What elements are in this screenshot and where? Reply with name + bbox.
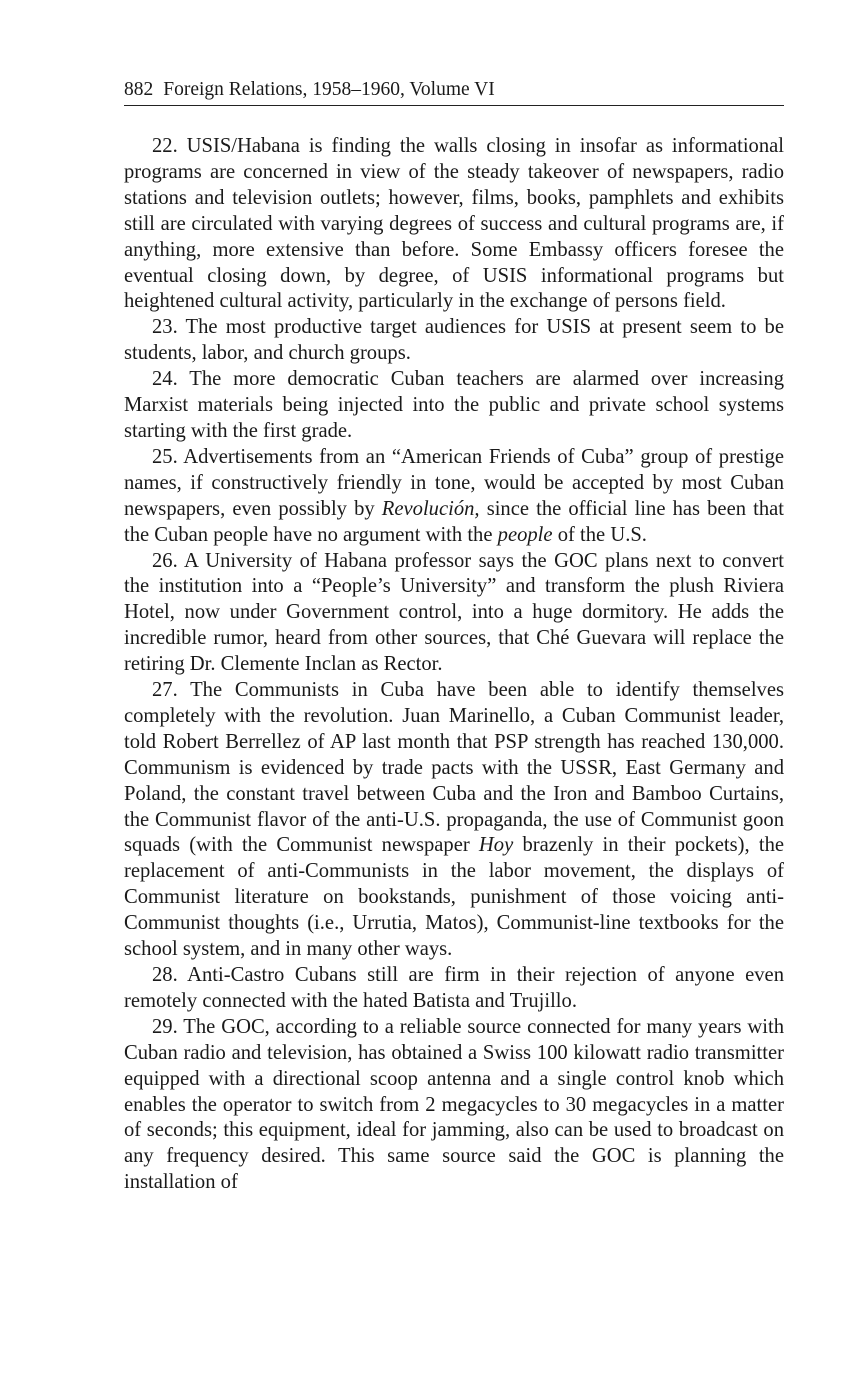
text-run: 29. The GOC, according to a reliable source connected for many years with Cuban radio and television, has obtained a Swiss 100 kilowatt radio transmitter equipped with a directional scoop antenna and a single control knob which enables the operator to switch from 2 megacycles to 30 megacycles in a matter of seconds; this equipment, ideal for jamming, also can be used to broadcast on any frequency desired. This same source said the GOC is planning the installation of — [124, 1015, 784, 1194]
running-head-title: Foreign Relations, 1958–1960, Volume VI — [163, 79, 495, 100]
text-run: since the official line has been that the Cuban people have no argument with the — [124, 497, 784, 546]
paragraph-24 — [124, 367, 784, 445]
running-head — [124, 76, 784, 106]
italic-text: Revolución, — [381, 497, 480, 520]
text-run: 28. Anti-Castro Cubans still are firm in their rejection of anyone even remotely connected with the hated Batista and Trujillo. — [124, 964, 784, 1012]
text-run: 25. Advertisements from an “American Friends of Cuba” group of prestige names, if constructively friendly in tone, would be accepted by most Cuban newspapers, even possibly by — [124, 445, 784, 520]
paragraph-25 — [124, 445, 784, 549]
paragraph-27 — [124, 678, 784, 963]
text-run: 22. USIS/Habana is finding the walls closing in insofar as informational programs are concerned in view of the steady takeover of newspapers, radio stations and television outlets; however, films, books, pamphlets and exhibits still are circulated with varying degrees of success and cultural programs are, if anything, more extensive than before. Some Embassy officers foresee the eventual closing down, by degree, of USIS informational programs but heightened cultural activity, particularly in the exchange of persons field. — [124, 135, 784, 313]
body-text — [124, 134, 784, 1196]
text-run: brazenly in their pockets), the replacement of anti-Communists in the labor movement, the displays of Communist literature on bookstands, punishment of those voicing anti-Communist thoughts (i.e., Urrutia, Matos), Communist-line textbooks for the school system, and in many other ways. — [124, 834, 785, 961]
paragraph-26 — [124, 549, 784, 679]
italic-text: people — [497, 523, 553, 546]
text-run: 24. The more democratic Cuban teachers are alarmed over increasing Marxist materials being injected into the public and private school systems starting with the first grade. — [124, 368, 784, 442]
italic-text: Hoy — [478, 834, 514, 857]
text-run: 23. The most productive target audiences for USIS at present seem to be students, labor, and church groups. — [124, 316, 784, 365]
document-page — [124, 76, 784, 1196]
paragraph-29 — [124, 1015, 784, 1196]
text-run: of the U.S. — [552, 523, 647, 546]
paragraph-28 — [124, 963, 784, 1015]
paragraph-23 — [124, 315, 784, 367]
text-run: 27. The Communists in Cuba have been able to identify themselves completely with the revolution. Juan Marinello, a Cuban Communist leader, told Robert Berrellez of AP last month that PSP strength has reached 130,000. Communism is evidenced by trade pacts with the USSR, East Germany and Poland, the constant travel between Cuba and the Iron and Bamboo Curtains, the Communist flavor of the anti-U.S. propaganda, the use of Communist goon squads (with the Communist newspaper — [124, 679, 784, 857]
page-number: 882 — [124, 79, 154, 100]
text-run: 26. A University of Habana professor says the GOC plans next to convert the institution into a “People’s University” and transform the plush Riviera Hotel, now under Government control, into a huge dormitory. He adds the incredible rumor, heard from other sources, that Ché Guevara will replace the retiring Dr. Clemente Inclan as Rector. — [124, 549, 784, 676]
paragraph-22 — [124, 134, 784, 315]
